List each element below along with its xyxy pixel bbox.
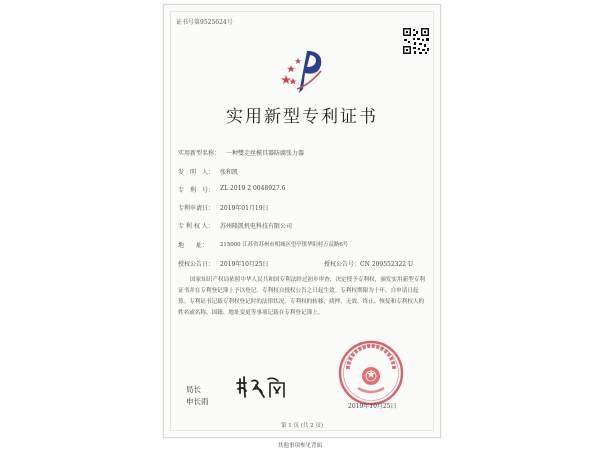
address-value: 215000 江苏省苏州市相城区望亭镇华阳村万益路6号 [220, 242, 349, 248]
name-label: 实用新型名称： [178, 150, 221, 157]
footer-note: 其他事项参见背面 [277, 443, 322, 449]
patentee-label: 专 利 权 人： [178, 223, 214, 230]
certificate-title: 实用新型专利证书 [226, 107, 378, 127]
page-number: 第 1 页 (共 2 页) [280, 423, 324, 429]
inventor-value: 张和凯 [220, 169, 239, 176]
director-name: 申长雨 [186, 397, 209, 406]
filing-date-label: 专利申请日： [178, 205, 215, 212]
certificate-body-text: 国家知识产权局依照中华人民共和国专利法经过初步审查，决定授予专利权，颁发实用新型专利证书并在专利登记簿上予以登记。专利权自授权公告之日起生效。专利权期限为十年，自申请日起算。专利证书记载专利权登记时的法律状况。专利权的转移、质押、无效、终止、恢复和专利权人的姓名或名称、国籍、地址变更等事项记载在专利登记簿上。 [178, 277, 425, 316]
publication-date-label: 授权公告日： [178, 261, 215, 268]
patent-number-label: 专 利 号： [178, 187, 215, 194]
official-seal-icon [336, 338, 406, 408]
address-label: 地 址： [178, 242, 209, 249]
certificate-number: 证书号第9525624号 [176, 19, 233, 26]
stamp-date: 2019年10月25日 [348, 403, 397, 410]
patentee-value: 苏州隆凯机电科技有限公司 [220, 223, 293, 230]
name-value: 一种雙走丝模具器防腐张力器 [226, 150, 305, 157]
inventor-label: 发 明 人： [178, 169, 215, 176]
filing-date-value: 2019年01月19日 [220, 205, 269, 212]
director-signature-icon [234, 371, 294, 403]
patent-number-value: ZL 2019 2 0048927.6 [220, 185, 286, 192]
publication-date-value: 2019年10月25日 [220, 261, 269, 268]
publication-number: 授权公告号：CN 209552322 U [324, 261, 414, 268]
director-title: 局长 [186, 385, 201, 394]
qr-code-icon [402, 27, 430, 55]
cnipa-logo-icon [281, 45, 325, 95]
certificate-paper [163, 4, 441, 438]
